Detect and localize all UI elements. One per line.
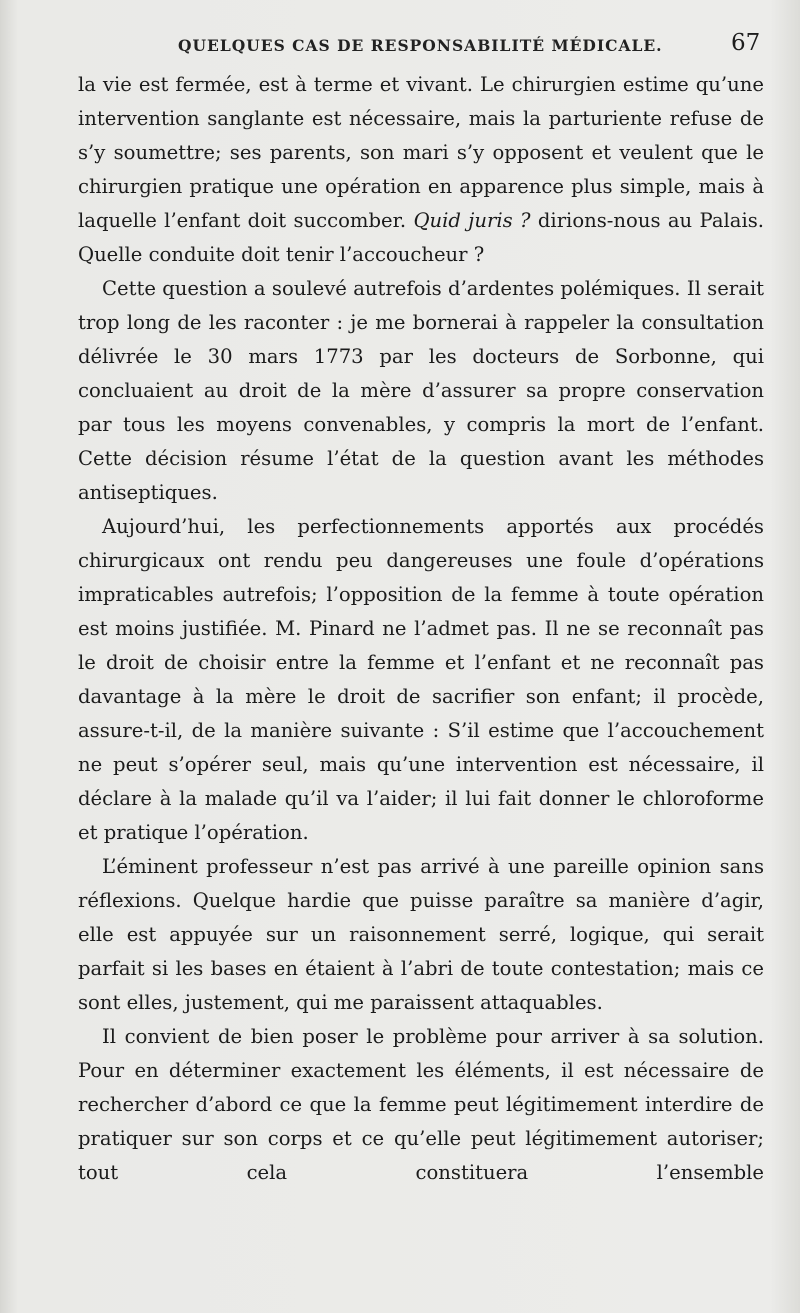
quid-juris-italic: Quid juris ? — [413, 209, 531, 232]
paragraph-4: L’éminent professeur n’est pas arrivé à une pareille opinion sans réflexions. Quelque hardie que puisse paraître sa manière d’agir, elle est appuyée sur un raisonnement serré, logique, qui serait parfait si les bases en étaient à l’abri de toute contestation; mais ce sont elles, justement, qui me paraissent attaquables. — [78, 855, 764, 1014]
running-head — [0, 30, 800, 62]
body-text — [78, 68, 764, 1190]
paragraph-2: Cette question a soulevé autrefois d’ardentes polémiques. Il serait trop long de les raconter : je me bornerai à rappeler la consultation délivrée le 30 mars 1773 par les docteurs de Sorbonne, qui concluaient au droit de la mère d’assurer sa propre conservation par tous les moyens convenables, y compris la mort de l’enfant. Cette décision résume l’état de la question avant les méthodes antiseptiques. — [78, 277, 764, 504]
page-number: 67 — [731, 30, 761, 56]
paragraph-5: Il convient de bien poser le problème pour arriver à sa solution. Pour en déterminer exactement les éléments, il est nécessaire de rechercher d’abord ce que la femme peut légitimement interdire de pratiquer sur son corps et ce qu’elle peut légitimement autoriser; tout cela constituera l’ensemble — [78, 1025, 764, 1184]
paragraph-3: Aujourd’hui, les perfectionnements apportés aux procédés chirurgicaux ont rendu peu dangereuses une foule d’opérations impraticables autrefois; l’opposition de la femme à toute opération est moins justifiée. M. Pinard ne l’admet pas. Il ne se reconnaît pas le droit de choisir entre la femme et l’enfant et ne reconnaît pas davantage à la mère le droit de sacrifier son enfant; il procède, assure-t-il, de la manière suivante : S’il estime que l’accouchement ne peut s’opérer seul, mais qu’une intervention est nécessaire, il déclare à la malade qu’il va l’aider; il lui fait donner le chloroforme et pratique l’opération. — [78, 515, 764, 844]
paragraph-1-text-b: dirions-nous au Palais. Quelle conduite doit tenir l’accoucheur ? — [78, 209, 764, 266]
running-title: QUELQUES CAS DE RESPONSABILITÉ MÉDICALE. — [178, 36, 663, 55]
paragraph-1-text-a: la vie est fermée, est à terme et vivant. Le chirurgien estime qu’une intervention sanglante est nécessaire, mais la parturiente refuse de s’y soumettre; ses parents, son mari s’y opposent et veulent que le chirurgien pratique une opération en apparence plus simple, mais à laquelle l’enfant doit succomber. — [78, 73, 764, 232]
paragraph-1 — [78, 68, 764, 272]
